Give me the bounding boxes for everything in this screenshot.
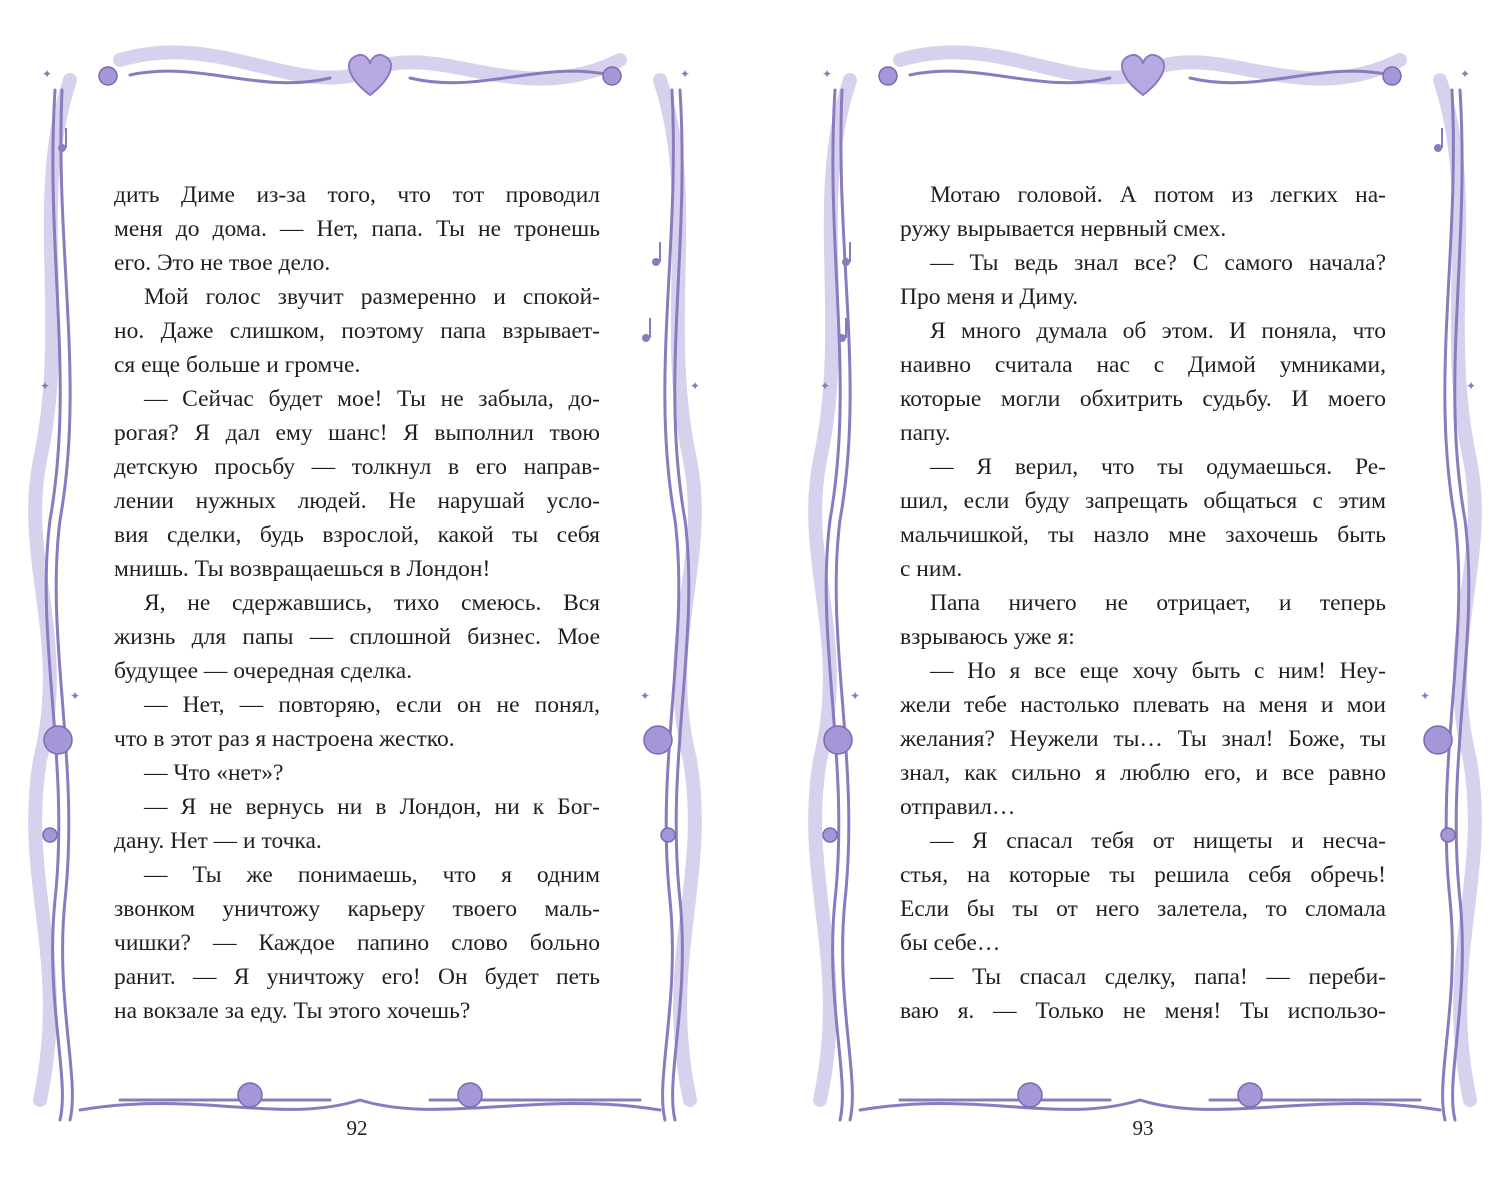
- svg-text:✦: ✦: [822, 67, 833, 81]
- right-page: [750, 0, 1500, 1200]
- text-line: которые могли обхитрить судьбу. И моего: [900, 386, 1386, 412]
- text-line: лении нужных людей. Не нарушай усло-: [114, 488, 600, 514]
- text-line: взрываюсь уже я:: [900, 624, 1075, 650]
- text-line: ся еще больше и громче.: [114, 352, 361, 378]
- text-line: рогая? Я дал ему шанс! Я выполнил твою: [114, 420, 600, 446]
- text-line: Мотаю головой. А потом из легких на-: [930, 182, 1386, 208]
- text-line: ранит. — Я уничтожу его! Он будет петь: [114, 964, 600, 990]
- text-line: — Я верил, что ты одумаешься. Ре-: [930, 454, 1386, 480]
- text-line: — Сейчас будет мое! Ты не забыла, до-: [144, 386, 600, 412]
- text-line: что в этот раз я настроена жестко.: [114, 726, 455, 752]
- svg-text:✦: ✦: [820, 379, 831, 393]
- svg-text:✦: ✦: [640, 689, 651, 703]
- page-number: 93: [1132, 1116, 1154, 1140]
- text-line: желания? Неужели ты… Ты знал! Боже, ты: [900, 726, 1386, 752]
- text-line: Папа ничего не отрицает, и теперь: [930, 590, 1386, 616]
- text-line: но. Даже слишком, поэтому папа взрывает-: [114, 318, 600, 344]
- text-line: будущее — очередная сделка.: [114, 658, 413, 684]
- text-line: — Я не вернусь ни в Лондон, ни к Бог-: [144, 794, 600, 820]
- text-line: бы себе…: [900, 930, 1001, 956]
- text-line: отправил…: [900, 794, 1016, 820]
- text-line: наивно считала нас с Димой умниками,: [900, 352, 1386, 378]
- body-text: [114, 178, 600, 1028]
- text-line: Про меня и Диму.: [900, 284, 1079, 310]
- svg-text:✦: ✦: [1466, 379, 1477, 393]
- svg-text:✦: ✦: [40, 379, 51, 393]
- text-line: с ним.: [900, 556, 963, 582]
- text-line: жизнь для папы — сплошной бизнес. Мое: [114, 624, 600, 650]
- text-line: стья, на которые ты решила себя обречь!: [900, 862, 1386, 888]
- text-line: Мой голос звучит размеренно и спокой-: [144, 284, 600, 310]
- text-line: — Нет, — повторяю, если он не понял,: [144, 692, 600, 718]
- text-line: — Ты спасал сделку, папа! — переби-: [930, 964, 1386, 990]
- text-line: — Я спасал тебя от нищеты и несча-: [930, 828, 1386, 854]
- svg-text:✦: ✦: [1420, 689, 1431, 703]
- text-line: на вокзале за еду. Ты этого хочешь?: [114, 998, 471, 1024]
- text-line: мнишь. Ты возвращаешься в Лондон!: [114, 556, 491, 582]
- svg-text:✦: ✦: [690, 379, 701, 393]
- text-line: дить Диме из-за того, что тот проводил: [114, 182, 600, 208]
- text-line: ружу вырывается нервный смех.: [900, 216, 1227, 242]
- text-line: папу.: [900, 420, 951, 446]
- svg-text:✦: ✦: [1460, 67, 1471, 81]
- text-line: жели тебе настолько плевать на меня и мои: [900, 692, 1386, 718]
- heart-icon: [1122, 55, 1164, 95]
- text-line: — Ты же понимаешь, что я одним: [144, 862, 600, 888]
- heart-icon: [349, 55, 391, 95]
- text-line: — Что «нет»?: [144, 760, 284, 786]
- text-line: знал, как сильно я люблю его, и все равно: [900, 760, 1386, 786]
- text-line: ваю я. — Только не меня! Ты использо-: [900, 998, 1386, 1024]
- text-line: мальчишкой, ты назло мне захочешь быть: [900, 522, 1386, 548]
- text-line: Я много думала об этом. И поняла, что: [930, 318, 1386, 344]
- text-line: его. Это не твое дело.: [114, 250, 331, 276]
- text-line: — Ты ведь знал все? С самого начала?: [930, 250, 1386, 276]
- svg-text:✦: ✦: [680, 67, 691, 81]
- text-line: Если бы ты от него залетела, то сломала: [900, 896, 1386, 922]
- text-line: меня до дома. — Нет, папа. Ты не тронешь: [114, 216, 600, 242]
- svg-text:✦: ✦: [70, 689, 81, 703]
- text-line: шил, если буду запрещать общаться с этим: [900, 488, 1386, 514]
- svg-text:✦: ✦: [42, 67, 53, 81]
- text-line: звонком уничтожу карьеру твоего маль-: [114, 896, 600, 922]
- text-line: вия сделки, будь взрослой, какой ты себя: [114, 522, 600, 548]
- body-text: [900, 178, 1386, 1028]
- text-line: — Но я все еще хочу быть с ним! Неу-: [930, 658, 1386, 684]
- page-number: 92: [346, 1116, 368, 1140]
- text-line: дану. Нет — и точка.: [114, 828, 322, 854]
- text-line: детскую просьбу — толкнул в его направ-: [114, 454, 600, 480]
- text-line: чишки? — Каждое папино слово больно: [114, 930, 600, 956]
- text-line: Я, не сдержавшись, тихо смеюсь. Вся: [144, 590, 600, 616]
- svg-text:✦: ✦: [850, 689, 861, 703]
